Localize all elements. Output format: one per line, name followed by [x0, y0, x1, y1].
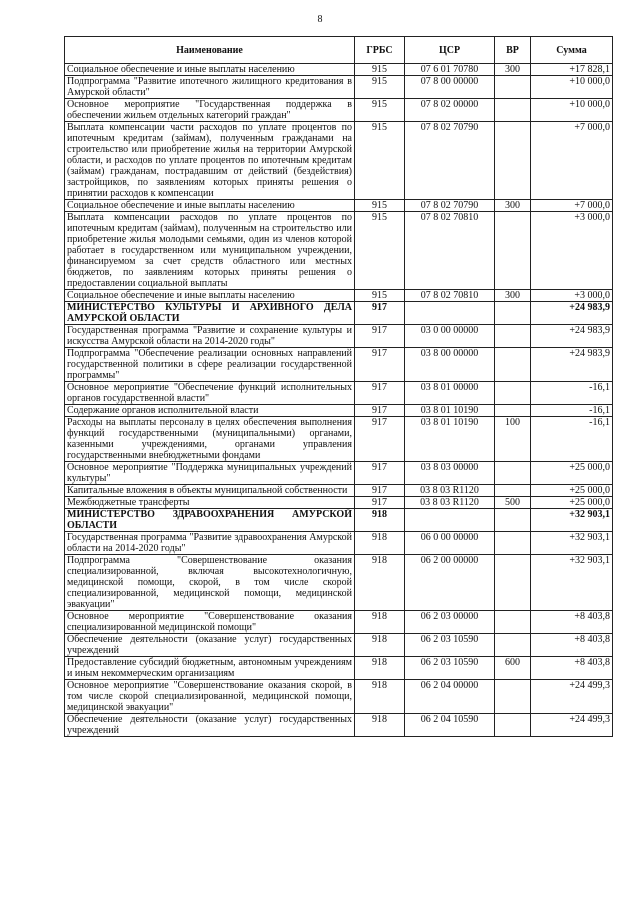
table-row: [65, 200, 613, 212]
table-row: [65, 76, 613, 99]
table-row: [65, 302, 613, 325]
row-csr: 07 6 01 70780: [405, 64, 495, 76]
row-name: Межбюджетные трансферты: [65, 497, 355, 509]
table-row: [65, 122, 613, 200]
row-grbs: 917: [355, 348, 405, 382]
row-vr: [495, 76, 531, 99]
row-grbs: 917: [355, 382, 405, 405]
row-name: Выплата компенсации расходов по уплате процентов по ипотечным кредитам (займам), полученным на строительство или приобретение жилья молодыми семьями, один из членов которой работает в государственном или муниципальном учреждении, финансируемом за счет средств областного или местных бюджетов, по заявлениям которых приняты решения о предоставлении социальной выплаты: [65, 212, 355, 290]
row-name: Подпрограмма "Развитие ипотечного жилищного кредитования в Амурской области": [65, 76, 355, 99]
row-sum: +24 983,9: [531, 348, 613, 382]
table-row: [65, 680, 613, 714]
table-row: [65, 405, 613, 417]
row-sum: +24 499,3: [531, 680, 613, 714]
row-name: Подпрограмма "Обеспечение реализации основных направлений государственной политики в сфере реализации государственной программы": [65, 348, 355, 382]
row-vr: [495, 405, 531, 417]
row-sum: +25 000,0: [531, 462, 613, 485]
row-vr: [495, 325, 531, 348]
header-name: Наименование: [65, 37, 355, 64]
row-vr: [495, 462, 531, 485]
row-name: Капитальные вложения в объекты муниципальной собственности: [65, 485, 355, 497]
row-name: Содержание органов исполнительной власти: [65, 405, 355, 417]
row-csr: 06 2 00 00000: [405, 555, 495, 611]
row-grbs: 917: [355, 302, 405, 325]
row-csr: 06 2 03 10590: [405, 634, 495, 657]
row-sum: +3 000,0: [531, 290, 613, 302]
table-row: [65, 462, 613, 485]
row-csr: 06 2 03 00000: [405, 611, 495, 634]
row-csr: 03 8 03 00000: [405, 462, 495, 485]
table-row: [65, 657, 613, 680]
row-grbs: 917: [355, 405, 405, 417]
row-grbs: 918: [355, 555, 405, 611]
row-vr: [495, 509, 531, 532]
header-csr: ЦСР: [405, 37, 495, 64]
row-vr: [495, 99, 531, 122]
row-vr: [495, 485, 531, 497]
table-header-row: [65, 37, 613, 64]
row-sum: +32 903,1: [531, 555, 613, 611]
row-sum: +8 403,8: [531, 611, 613, 634]
row-name: Основное мероприятие "Совершенствование оказания скорой, в том числе скорой специализированной, медицинской помощи, медицинской эвакуации": [65, 680, 355, 714]
row-vr: [495, 555, 531, 611]
row-vr: 500: [495, 497, 531, 509]
row-name: Социальное обеспечение и иные выплаты населению: [65, 290, 355, 302]
row-csr: 03 0 00 00000: [405, 325, 495, 348]
row-sum: +3 000,0: [531, 212, 613, 290]
row-csr: 03 8 03 R1120: [405, 497, 495, 509]
row-sum: +24 983,9: [531, 325, 613, 348]
row-vr: 300: [495, 200, 531, 212]
row-csr: 07 8 02 70810: [405, 290, 495, 302]
row-csr: 07 8 02 00000: [405, 99, 495, 122]
row-vr: 100: [495, 417, 531, 462]
row-sum: +32 903,1: [531, 532, 613, 555]
row-sum: +8 403,8: [531, 634, 613, 657]
row-grbs: 915: [355, 99, 405, 122]
row-grbs: 915: [355, 76, 405, 99]
budget-table: [64, 36, 613, 737]
row-grbs: 918: [355, 680, 405, 714]
table-row: [65, 382, 613, 405]
row-grbs: 917: [355, 462, 405, 485]
row-name: Обеспечение деятельности (оказание услуг) государственных учреждений: [65, 634, 355, 657]
row-grbs: 918: [355, 657, 405, 680]
table-row: [65, 417, 613, 462]
row-csr: 06 2 04 10590: [405, 714, 495, 737]
row-name: Обеспечение деятельности (оказание услуг) государственных учреждений: [65, 714, 355, 737]
table-row: [65, 325, 613, 348]
table-row: [65, 348, 613, 382]
header-sum: Сумма: [531, 37, 613, 64]
row-sum: +10 000,0: [531, 76, 613, 99]
row-name: Основное мероприятие "Обеспечение функций исполнительных органов государственной власти": [65, 382, 355, 405]
table-body: [65, 64, 613, 737]
row-vr: [495, 302, 531, 325]
row-name: Подпрограмма "Совершенствование оказания специализированной, включая высокотехнологичную, медицинской помощи, скорой, в том числе скорой специализированной, медицинской помощи, медицинской эвакуации": [65, 555, 355, 611]
row-name: Выплата компенсации части расходов по уплате процентов по ипотечным кредитам (займам), полученным гражданами на строительство или приобретение жилья на территории Амурской области, и расходов по уплате процентов по ипотечным кредитам (займам) гражданам, пострадавшим от действий (бездействия) застройщиков, по заявлениям которых приняты решения о принятии расходов к компенсации: [65, 122, 355, 200]
row-name: Социальное обеспечение и иные выплаты населению: [65, 200, 355, 212]
row-grbs: 915: [355, 64, 405, 76]
row-csr: [405, 302, 495, 325]
row-name: МИНИСТЕРСТВО ЗДРАВООХРАНЕНИЯ АМУРСКОЙ ОБЛАСТИ: [65, 509, 355, 532]
row-name: Расходы на выплаты персоналу в целях обеспечения выполнения функций государственными (муниципальными) органами, казенными учреждениями, органами управления государственными внебюджетными фондами: [65, 417, 355, 462]
row-grbs: 915: [355, 212, 405, 290]
page-number: 8: [317, 14, 323, 25]
row-name: Предоставление субсидий бюджетным, автономным учреждениям и иным некоммерческим организациям: [65, 657, 355, 680]
table-row: [65, 509, 613, 532]
table-row: [65, 555, 613, 611]
row-sum: +25 000,0: [531, 485, 613, 497]
row-grbs: 915: [355, 200, 405, 212]
row-vr: [495, 714, 531, 737]
row-grbs: 915: [355, 122, 405, 200]
row-name: Основное мероприятие "Совершенствование оказания специализированной медицинской помощи": [65, 611, 355, 634]
row-sum: +8 403,8: [531, 657, 613, 680]
row-sum: -16,1: [531, 405, 613, 417]
table-row: [65, 714, 613, 737]
row-sum: +7 000,0: [531, 122, 613, 200]
row-csr: [405, 509, 495, 532]
row-sum: +17 828,1: [531, 64, 613, 76]
row-vr: [495, 634, 531, 657]
row-sum: +25 000,0: [531, 497, 613, 509]
row-vr: 600: [495, 657, 531, 680]
row-csr: 03 8 00 00000: [405, 348, 495, 382]
row-sum: -16,1: [531, 382, 613, 405]
row-csr: 06 0 00 00000: [405, 532, 495, 555]
row-csr: 03 8 01 10190: [405, 417, 495, 462]
table-row: [65, 99, 613, 122]
table-row: [65, 212, 613, 290]
row-grbs: 918: [355, 714, 405, 737]
table-row: [65, 611, 613, 634]
row-csr: 06 2 04 00000: [405, 680, 495, 714]
row-sum: +7 000,0: [531, 200, 613, 212]
row-name: Основное мероприятие "Государственная поддержка в обеспечении жильем отдельных категорий граждан": [65, 99, 355, 122]
table-row: [65, 290, 613, 302]
row-csr: 06 2 03 10590: [405, 657, 495, 680]
table-row: [65, 485, 613, 497]
row-name: Основное мероприятие "Поддержка муниципальных учреждений культуры": [65, 462, 355, 485]
row-csr: 03 8 01 10190: [405, 405, 495, 417]
row-vr: [495, 122, 531, 200]
row-grbs: 918: [355, 532, 405, 555]
row-csr: 03 8 01 00000: [405, 382, 495, 405]
row-vr: [495, 348, 531, 382]
row-vr: [495, 611, 531, 634]
row-grbs: 917: [355, 325, 405, 348]
row-grbs: 917: [355, 417, 405, 462]
row-vr: [495, 382, 531, 405]
row-vr: [495, 212, 531, 290]
row-csr: 03 8 03 R1120: [405, 485, 495, 497]
row-csr: 07 8 02 70790: [405, 200, 495, 212]
row-grbs: 915: [355, 290, 405, 302]
row-name: Социальное обеспечение и иные выплаты населению: [65, 64, 355, 76]
row-name: МИНИСТЕРСТВО КУЛЬТУРЫ И АРХИВНОГО ДЕЛА АМУРСКОЙ ОБЛАСТИ: [65, 302, 355, 325]
table-row: [65, 497, 613, 509]
row-csr: 07 8 00 00000: [405, 76, 495, 99]
row-sum: +32 903,1: [531, 509, 613, 532]
row-grbs: 917: [355, 485, 405, 497]
row-vr: 300: [495, 64, 531, 76]
row-vr: 300: [495, 290, 531, 302]
row-vr: [495, 680, 531, 714]
header-grbs: ГРБС: [355, 37, 405, 64]
row-sum: +10 000,0: [531, 99, 613, 122]
row-grbs: 918: [355, 611, 405, 634]
header-vr: ВР: [495, 37, 531, 64]
table-row: [65, 64, 613, 76]
row-name: Государственная программа "Развитие и сохранение культуры и искусства Амурской области на 2014-2020 годы": [65, 325, 355, 348]
row-grbs: 917: [355, 497, 405, 509]
row-grbs: 918: [355, 634, 405, 657]
row-sum: +24 983,9: [531, 302, 613, 325]
row-sum: -16,1: [531, 417, 613, 462]
table-row: [65, 532, 613, 555]
row-grbs: 918: [355, 509, 405, 532]
table-row: [65, 634, 613, 657]
row-name: Государственная программа "Развитие здравоохранения Амурской области на 2014-2020 годы": [65, 532, 355, 555]
row-sum: +24 499,3: [531, 714, 613, 737]
row-vr: [495, 532, 531, 555]
row-csr: 07 8 02 70810: [405, 212, 495, 290]
row-csr: 07 8 02 70790: [405, 122, 495, 200]
